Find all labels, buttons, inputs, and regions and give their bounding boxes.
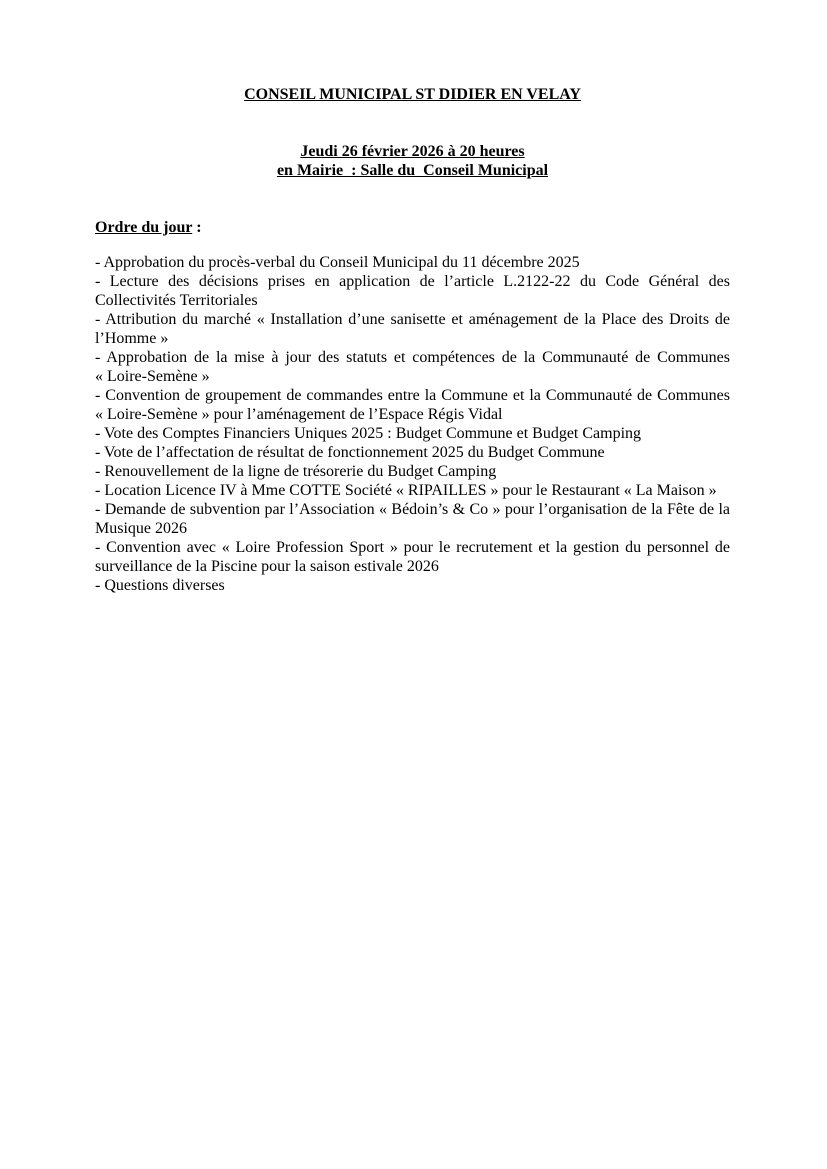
agenda-item: - Location Licence IV à Mme COTTE Société « RIPAILLES » pour le Restaurant « La Maison » [95,482,717,499]
agenda-heading [95,218,730,237]
agenda-list [95,253,730,595]
agenda-item: - Renouvellement de la ligne de trésorerie du Budget Camping [95,463,497,480]
agenda-heading-colon: : [192,219,202,236]
agenda-item: - Approbation de la mise à jour des statuts et compétences de la Communauté de Communes « Loire-Semène » [95,349,730,385]
agenda-item: - Lecture des décisions prises en application de l’article L.2122-22 du Code Général des Collectivités Territoriales [95,273,730,309]
agenda-item: - Vote des Comptes Financiers Uniques 2025 : Budget Commune et Budget Camping [95,425,642,442]
agenda-item: - Attribution du marché « Installation d’une sanisette et aménagement de la Place des Droits de l’Homme » [95,311,730,347]
meeting-location: en Mairie : Salle du Conseil Municipal [276,162,549,179]
agenda-item: - Demande de subvention par l’Association « Bédoin’s & Co » pour l’organisation de la Fête de la Musique 2026 [95,501,730,537]
agenda-item: - Convention de groupement de commandes entre la Commune et la Communauté de Communes « Loire-Semène » pour l’aménagement de l’Espace Régis Vidal [95,387,730,423]
meeting-datetime: Jeudi 26 février 2026 à 20 heures [300,143,525,160]
meeting-info [95,142,730,180]
agenda-item: - Questions diverses [95,577,225,594]
agenda-item: - Approbation du procès-verbal du Conseil Municipal du 11 décembre 2025 [95,254,580,271]
agenda-item: - Convention avec « Loire Profession Sport » pour le recrutement et la gestion du personnel de surveillance de la Piscine pour la saison estivale 2026 [95,539,730,575]
document-title: CONSEIL MUNICIPAL ST DIDIER EN VELAY [244,86,581,103]
agenda-heading-label: Ordre du jour [95,219,193,236]
agenda-item: - Vote de l’affectation de résultat de fonctionnement 2025 du Budget Commune [95,444,605,461]
